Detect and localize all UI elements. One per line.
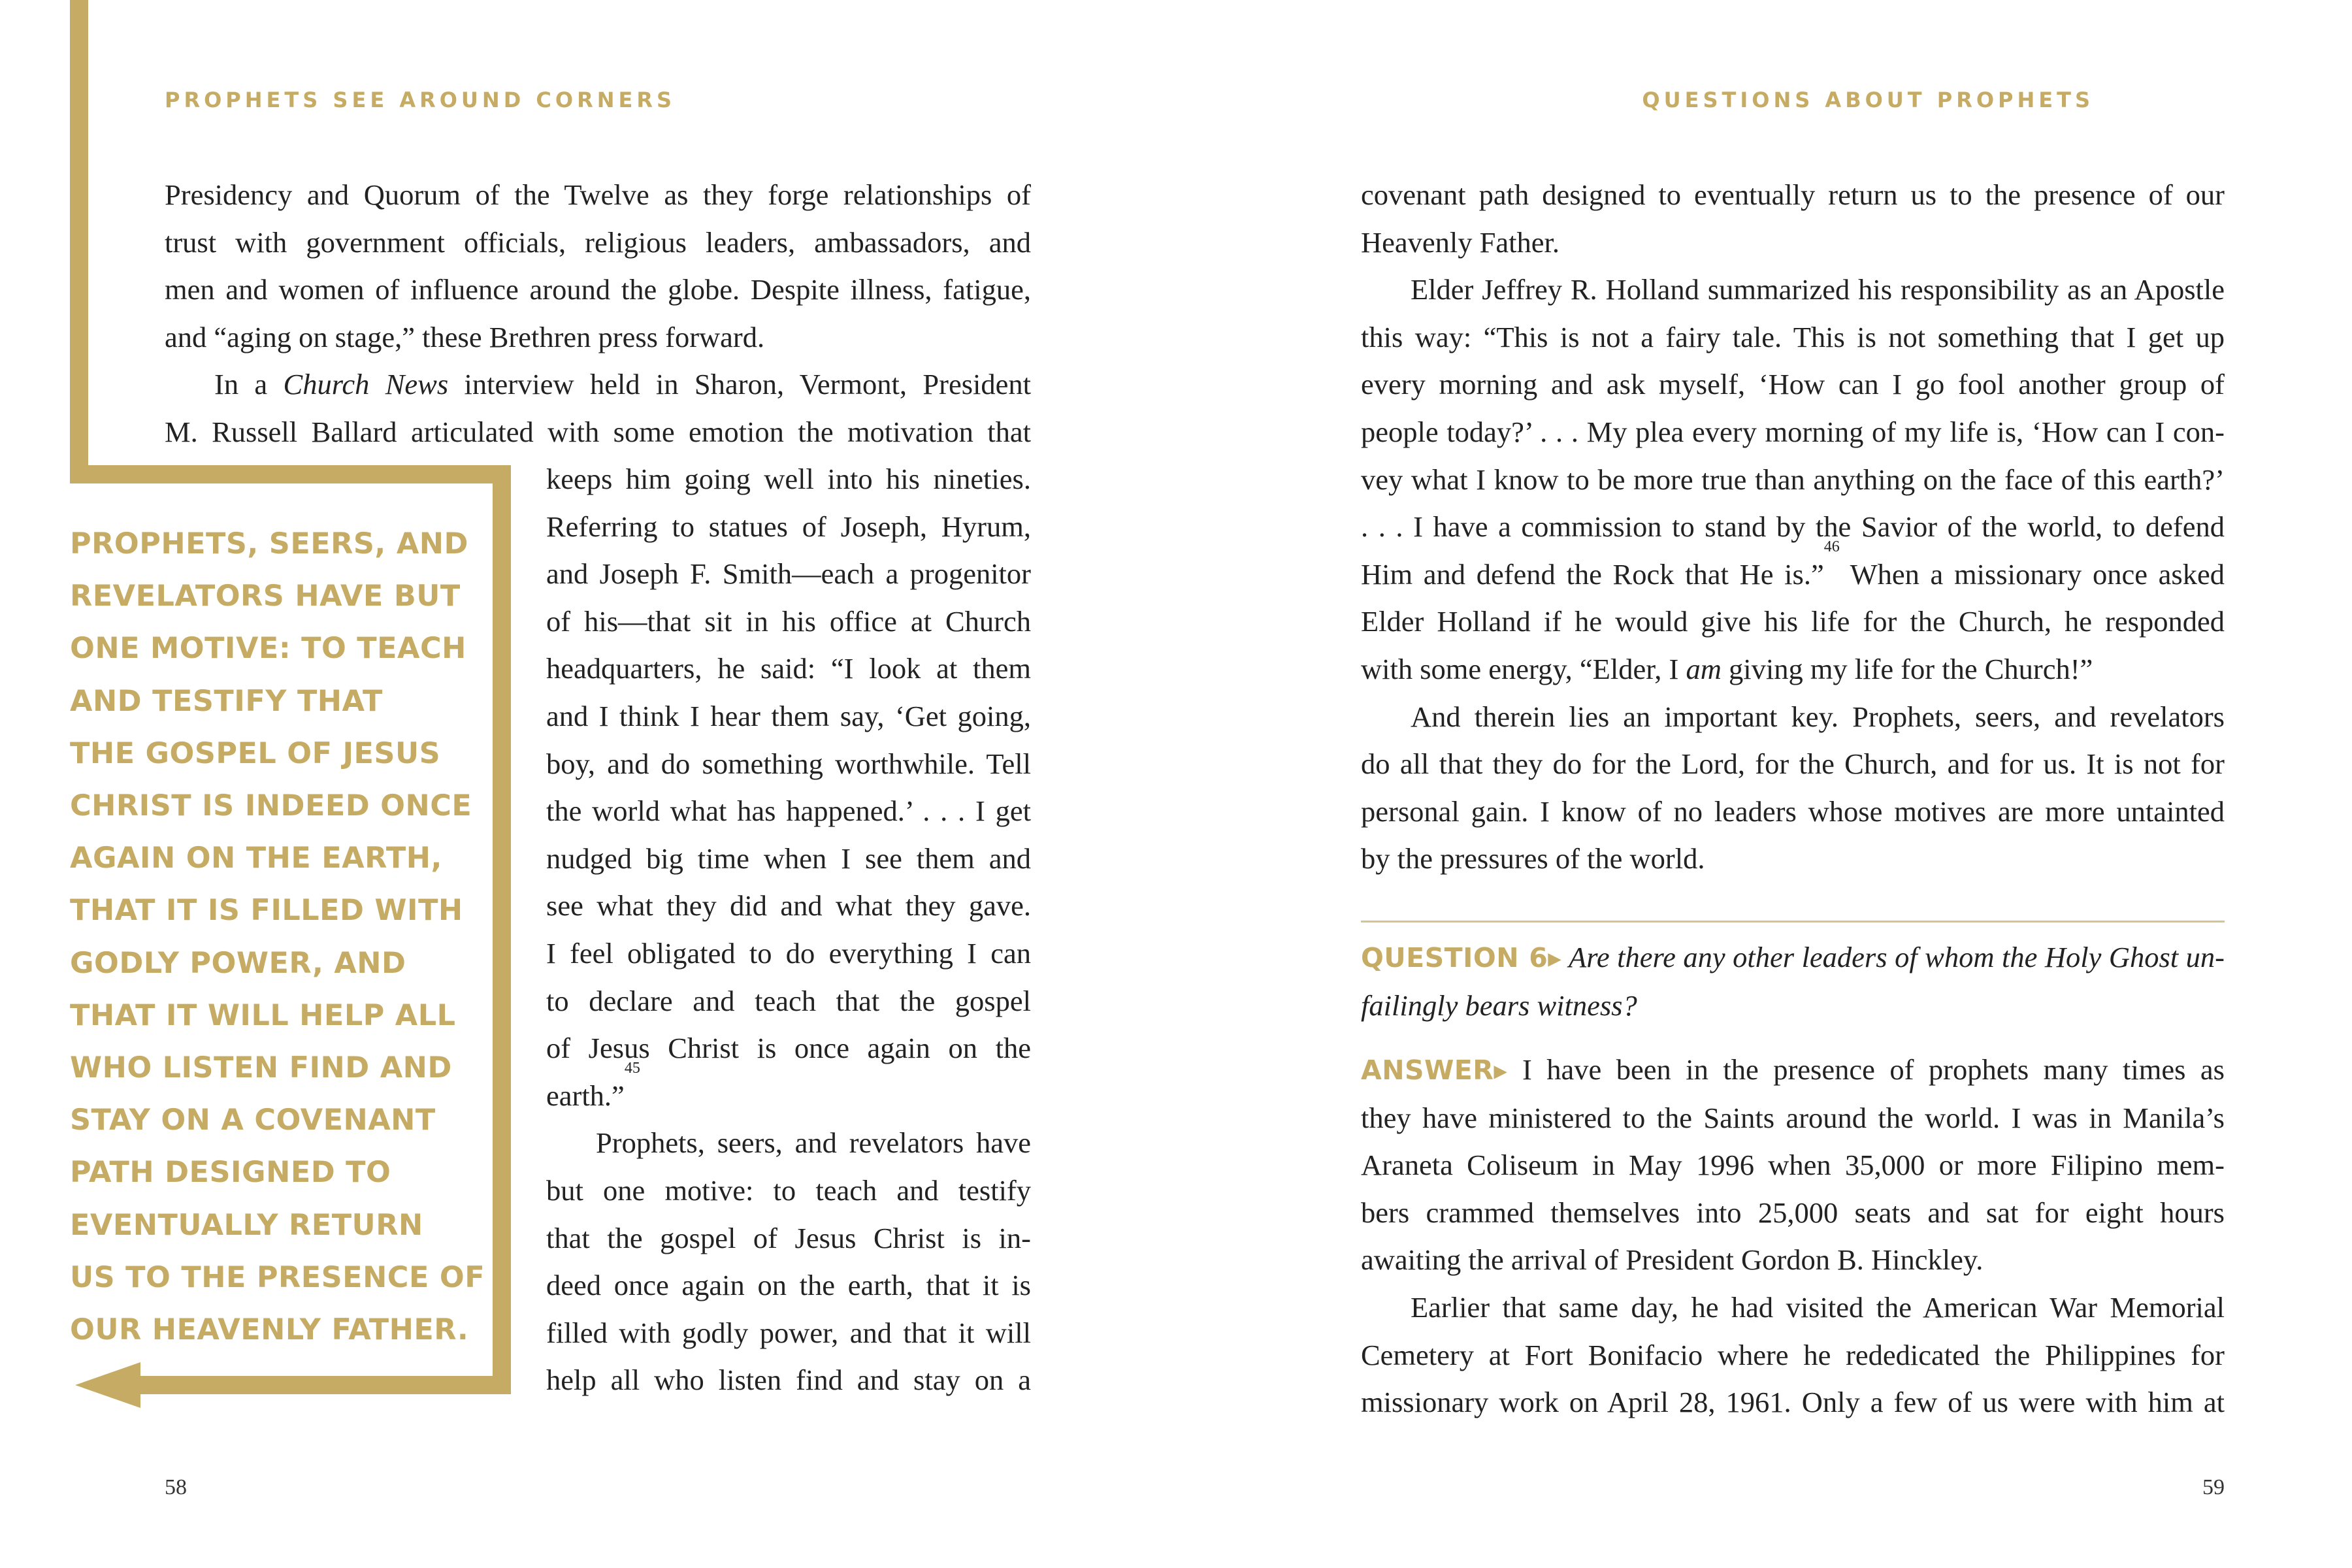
question-block (1361, 934, 2225, 1029)
answer-label: ANSWER▸ (1361, 1054, 1508, 1086)
pull-quote-line: STAY ON A COVENANT (70, 1103, 436, 1137)
text-line: but one motive: to teach and testify (546, 1173, 1031, 1207)
text-line: M. Russell Ballard articulated with some emotion the motivation that (165, 415, 1031, 448)
footnote-marker: 45 (624, 1059, 640, 1077)
pull-quote-line: THE GOSPEL OF JESUS (70, 736, 441, 770)
text-line: trust with government officials, religious leaders, ambassadors, and (165, 225, 1031, 259)
running-head-right: QUESTIONS ABOUT PROPHETS (1642, 88, 2094, 112)
text-line: do all that they do for the Lord, for the Church, and for us. It is not for (1361, 747, 2225, 781)
text-line: every morning and ask myself, ‘How can I go fool another group of (1361, 368, 2225, 401)
text-line: awaiting the arrival of President Gordon B. Hinckley. (1361, 1243, 1984, 1277)
arrow-left-icon (75, 1362, 140, 1408)
pull-quote (70, 518, 485, 1356)
pull-quote-line: AND TESTIFY THAT (70, 684, 383, 718)
pull-quote-line: EVENTUALLY RETURN (70, 1208, 423, 1242)
frame-bottom-horizontal (131, 1376, 511, 1394)
text-line: personal gain. I know of no leaders whose motives are more untainted (1361, 794, 2225, 828)
footnote-marker: 46 (1823, 538, 1840, 555)
running-head-left: PROPHETS SEE AROUND CORNERS (165, 88, 676, 112)
text-line: boy, and do something worthwhile. Tell (546, 747, 1031, 780)
text-line: to declare and teach that the gospel (546, 984, 1031, 1017)
frame-top-vertical (70, 0, 88, 472)
text-line: In a Church News interview held in Sharon, Vermont, President (214, 368, 1031, 401)
text-line: by the pressures of the world. (1361, 842, 1705, 875)
text-line: help all who listen find and stay on a (546, 1364, 1031, 1397)
frame-mid-horizontal (70, 465, 511, 483)
text-line: missionary work on April 28, 1961. Only a few of us were with him at (1361, 1386, 2225, 1419)
pull-quote-line: PATH DESIGNED TO (70, 1156, 391, 1190)
text-line: people today?’ . . . My plea every morning of my life is, ‘How can I con- (1361, 415, 2225, 448)
pull-quote-line: THAT IT IS FILLED WITH (70, 894, 463, 928)
page-number-right: 59 (2202, 1475, 2225, 1499)
text-line: vey what I know to be more true than anything on the face of this earth?’ (1361, 463, 2225, 496)
text-line: of Jesus Christ is once again on the (546, 1032, 1031, 1065)
answer-block (1361, 1046, 2225, 1426)
text-line: filled with godly power, and that it will (546, 1316, 1031, 1349)
text-line: see what they did and what they gave. (546, 889, 1031, 923)
text-line: ANSWER▸ I have been in the presence of prophets many times as (1361, 1053, 2225, 1086)
text-line: that the gospel of Jesus Christ is in- (546, 1221, 1031, 1254)
text-line: I feel obligated to do everything I can (546, 936, 1031, 970)
text-line: headquarters, he said: “I look at them (546, 652, 1031, 685)
text-line: failingly bears witness? (1361, 988, 1637, 1022)
pull-quote-line: REVELATORS HAVE BUT (70, 580, 461, 613)
text-line: of his—that sit in his office at Church (546, 604, 1031, 638)
text-line: And therein lies an important key. Prophets, seers, and revelators (1411, 700, 2225, 733)
text-line: and Joseph F. Smith—each a progenitor (546, 557, 1031, 591)
question-label: QUESTION 6▸ (1361, 942, 1562, 973)
publication-title: Church News (283, 368, 449, 401)
text-line: . . . I have a commission to stand by the Savior of the world, to defend (1361, 510, 2225, 544)
pull-quote-line: OUR HEAVENLY FATHER. (70, 1313, 469, 1347)
pull-quote-line: GODLY POWER, AND (70, 946, 406, 980)
pull-quote-line: US TO THE PRESENCE OF (70, 1260, 485, 1294)
section-divider (1361, 921, 2225, 923)
text-line: and “aging on stage,” these Brethren press forward. (165, 320, 765, 353)
text-line: Presidency and Quorum of the Twelve as they forge relationships of (165, 178, 1031, 211)
text-line: with some energy, “Elder, I am giving my life for the Church!” (1361, 652, 2093, 685)
pull-quote-line: CHRIST IS INDEED ONCE (70, 789, 472, 823)
text-line: they have ministered to the Saints around the world. I was in Manila’s (1361, 1101, 2225, 1134)
text-line: Referring to statues of Joseph, Hyrum, (546, 510, 1031, 543)
text-line: the world what has happened.’ . . . I get (546, 794, 1031, 828)
text-line: bers crammed themselves into 25,000 seats and sat for eight hours (1361, 1196, 2225, 1229)
text-line: QUESTION 6▸ Are there any other leaders of whom the Holy Ghost un- (1361, 941, 2225, 973)
text-line: Earlier that same day, he had visited the American War Memorial (1411, 1290, 2225, 1324)
left-top-text (165, 171, 1031, 456)
emphasis: am (1686, 652, 1722, 685)
text-line: Prophets, seers, and revelators have (596, 1126, 1031, 1160)
text-line: Elder Holland if he would give his life for the Church, he responded (1361, 605, 2225, 638)
text-line: Him and defend the Rock that He is.”$^{46}$ When a missionary once asked (1361, 538, 2225, 591)
pull-quote-line: AGAIN ON THE EARTH, (70, 841, 442, 875)
text-line: covenant path designed to eventually return us to the presence of our (1361, 178, 2225, 211)
page-number-left: 58 (165, 1475, 187, 1499)
text-line: Cemetery at Fort Bonifacio where he rededicated the Philippines for (1361, 1338, 2225, 1371)
pull-quote-line: PROPHETS, SEERS, AND (70, 527, 468, 561)
text-line: men and women of influence around the globe. Despite illness, fatigue, (165, 273, 1031, 306)
text-line: nudged big time when I see them and (546, 841, 1031, 875)
text-line: and I think I hear them say, ‘Get going, (546, 699, 1031, 732)
pull-quote-line: WHO LISTEN FIND AND (70, 1051, 452, 1085)
text-line: keeps him going well into his nineties. (546, 463, 1031, 495)
text-line: this way: “This is not a fairy tale. This is not something that I get up (1361, 320, 2225, 353)
text-line: deed once again on the earth, that it is (546, 1269, 1031, 1302)
pull-quote-line: ONE MOTIVE: TO TEACH (70, 632, 466, 666)
right-main-text (1361, 171, 2225, 883)
text-line: Heavenly Father. (1361, 225, 1560, 259)
left-narrow-column (546, 455, 1031, 1404)
pull-quote-line: THAT IT WILL HELP ALL (70, 998, 456, 1032)
frame-right-vertical (493, 465, 511, 1394)
right-page (1176, 0, 2352, 1568)
text-line: earth.”$^{45}$ (546, 1059, 640, 1112)
text-line: Araneta Coliseum in May 1996 when 35,000 or more Filipino mem- (1361, 1149, 2225, 1182)
text-line: Elder Jeffrey R. Holland summarized his responsibility as an Apostle (1411, 273, 2225, 306)
